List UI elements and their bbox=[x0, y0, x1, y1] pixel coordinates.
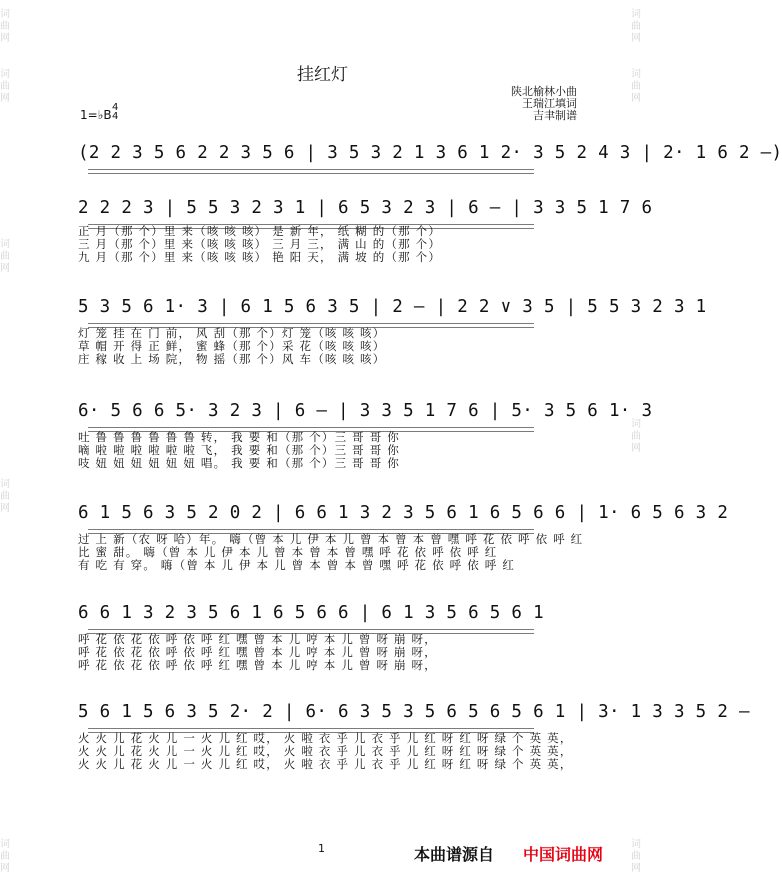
watermark-char: 词 bbox=[631, 9, 641, 20]
lyric-verse-3: 庄 稼 收 上 场 院， 物 摇（那 个）风 车（咳 咳 咳） bbox=[78, 352, 386, 366]
watermark-char: 词 bbox=[0, 839, 10, 850]
source-label: 本曲谱源自 bbox=[414, 845, 495, 864]
lyric-verse-3: 有 吃 有 穿。 嗨（曾 本 儿 伊 本 儿 曾 本 曾 本 曾 嘿 呼 花 依 呼 依 呼 红 bbox=[78, 558, 516, 572]
watermark-char: 曲 bbox=[631, 431, 641, 442]
left-watermark bbox=[0, 0, 14, 891]
notation-text: 2 2 2 3 | 5 5 3 2 3 1 | 6 5 3 2 3 | 6 — | 3 3 5 1 7 6 bbox=[78, 198, 653, 218]
score-system bbox=[78, 297, 707, 407]
lyric-verse-1: 火 火 儿 花 火 儿 一 火 儿 红 哎， 火 啦 衣 乎 儿 衣 乎 儿 红 呀 红 呀 绿 个 英 英， bbox=[78, 731, 573, 745]
score-system bbox=[78, 603, 574, 713]
page-number: 1 bbox=[318, 842, 325, 855]
lyric-verse-2: 嘀 啦 啦 啦 啦 啦 啦 飞， 我 要 和（那 个）三 哥 哥 你 bbox=[78, 443, 400, 457]
notation-text: (2 2 3 5 6 2 2 3 5 6 | 3 5 3 2 1 3 6 1 2· 3 5 2 4 3 | 2· 1 6 2 —) bbox=[78, 143, 782, 163]
watermark-char: 曲 bbox=[0, 21, 10, 32]
time-signature-top: 4 bbox=[112, 102, 119, 113]
watermark-char: 曲 bbox=[0, 491, 10, 502]
notation-text: 6· 5 6 6 5· 3 2 3 | 6 — | 3 3 5 1 7 6 | 5· 3 5 6 1· 3 bbox=[78, 401, 653, 421]
watermark-char: 词 bbox=[631, 839, 641, 850]
lyric-verse-2: 火 火 儿 花 火 儿 一 火 儿 红 哎， 火 啦 衣 乎 儿 衣 乎 儿 红 呀 红 呀 绿 个 英 英， bbox=[78, 744, 573, 758]
notation-text: 5 6 1 5 6 3 5 2· 2 | 6· 6 3 5 3 5 6 5 6 5 6 1 | 3· 1 3 3 5 2 — bbox=[78, 702, 750, 722]
watermark-char: 网 bbox=[631, 863, 641, 874]
lyric-verse-3: 火 火 儿 花 火 儿 一 火 儿 红 哎， 火 啦 衣 乎 儿 衣 乎 儿 红 呀 红 呀 绿 个 英 英， bbox=[78, 757, 573, 771]
watermark-char: 词 bbox=[631, 69, 641, 80]
watermark-char: 词 bbox=[631, 419, 641, 430]
lyric-verse-2: 比 蜜 甜。 嗨（曾 本 儿 伊 本 儿 曾 本 曾 本 曾 嘿 呼 花 依 呼 依 呼 红 bbox=[78, 545, 498, 559]
time-signature bbox=[112, 103, 118, 121]
right-watermark bbox=[631, 0, 645, 891]
watermark-char: 曲 bbox=[631, 21, 641, 32]
lyric-verse-2: 呼 花 依 花 依 呼 依 呼 红 嘿 曾 本 儿 哼 本 儿 曾 呀 崩 呀， bbox=[78, 645, 437, 659]
lyric-verse-3: 吱 妞 妞 妞 妞 妞 妞 唱。 我 要 和（那 个）三 哥 哥 你 bbox=[78, 456, 400, 470]
watermark-char: 词 bbox=[0, 479, 10, 490]
watermark-char: 网 bbox=[0, 93, 10, 104]
watermark-char: 词 bbox=[0, 239, 10, 250]
watermark-char: 网 bbox=[0, 863, 10, 874]
watermark-char: 曲 bbox=[0, 851, 10, 862]
watermark-char: 网 bbox=[631, 33, 641, 44]
notation-text: 5 3 5 6 1· 3 | 6 1 5 6 3 5 | 2 — | 2 2 ∨ 3 5 | 5 5 3 2 3 1 bbox=[78, 297, 707, 317]
credits-block bbox=[511, 86, 577, 122]
lyric-verse-2: 三 月（那 个）里 来（咳 咳 咳） 三 月 三， 满 山 的（那 个） bbox=[78, 237, 442, 251]
song-title: 挂红灯 bbox=[297, 65, 348, 85]
lyric-verse-1: 过 上 新（农 呀 哈）年。 嗨（曾 本 儿 伊 本 儿 曾 本 曾 本 曾 嘿 呼 花 依 呼 依 呼 红 bbox=[78, 532, 584, 546]
score-system bbox=[78, 401, 653, 511]
lyric-verse-2: 草 帽 开 得 正 鲜， 蜜 蜂（那 个）采 花（咳 咳 咳） bbox=[78, 339, 386, 353]
watermark-char: 词 bbox=[0, 9, 10, 20]
time-signature-bottom: 4 bbox=[112, 111, 119, 122]
lyric-verse-3: 九 月（那 个）里 来（咳 咳 咳） 艳 阳 天， 满 坡 的（那 个） bbox=[78, 250, 442, 264]
watermark-char: 网 bbox=[0, 33, 10, 44]
score-system bbox=[78, 702, 750, 812]
lyric-verse-1: 呼 花 依 花 依 呼 依 呼 红 嘿 曾 本 儿 哼 本 儿 曾 呀 崩 呀， bbox=[78, 632, 437, 646]
watermark-char: 曲 bbox=[0, 251, 10, 262]
watermark-char: 曲 bbox=[631, 851, 641, 862]
lyric-verse-3: 呼 花 依 花 依 呼 依 呼 红 嘿 曾 本 儿 哼 本 儿 曾 呀 崩 呀， bbox=[78, 658, 437, 672]
key-signature: 1=♭B bbox=[80, 108, 112, 122]
watermark-char: 网 bbox=[0, 503, 10, 514]
beam-line bbox=[88, 169, 534, 174]
notation-text: 6 1 5 6 3 5 2 0 2 | 6 6 1 3 2 3 5 6 1 6 5 6 6 | 1· 6 5 6 3 2 bbox=[78, 503, 729, 523]
watermark-char: 词 bbox=[0, 69, 10, 80]
watermark-char: 网 bbox=[631, 443, 641, 454]
lyric-verse-1: 灯 笼 挂 在 门 前， 风 刮（那 个）灯 笼（咳 咳 咳） bbox=[78, 326, 386, 340]
lyric-verse-1: 正 月（那 个）里 来（咳 咳 咳） 是 新 年， 纸 糊 的（那 个） bbox=[78, 224, 442, 238]
watermark-char: 网 bbox=[0, 263, 10, 274]
lyric-verse-1: 吐 鲁 鲁 鲁 鲁 鲁 鲁 转， 我 要 和（那 个）三 哥 哥 你 bbox=[78, 430, 400, 444]
score-system bbox=[78, 503, 729, 613]
credit-origin: 陕北榆林小曲 bbox=[511, 85, 577, 98]
credit-transcriber: 吉聿制谱 bbox=[533, 109, 577, 122]
credit-lyricist: 王瑞江填词 bbox=[522, 97, 577, 110]
site-name: 中国词曲网 bbox=[523, 845, 604, 864]
notation-text: 6 6 1 3 2 3 5 6 1 6 5 6 6 | 6 1 3 5 6 5 6 1 bbox=[78, 603, 544, 623]
watermark-char: 曲 bbox=[0, 81, 10, 92]
watermark-char: 曲 bbox=[631, 81, 641, 92]
watermark-char: 网 bbox=[631, 93, 641, 104]
